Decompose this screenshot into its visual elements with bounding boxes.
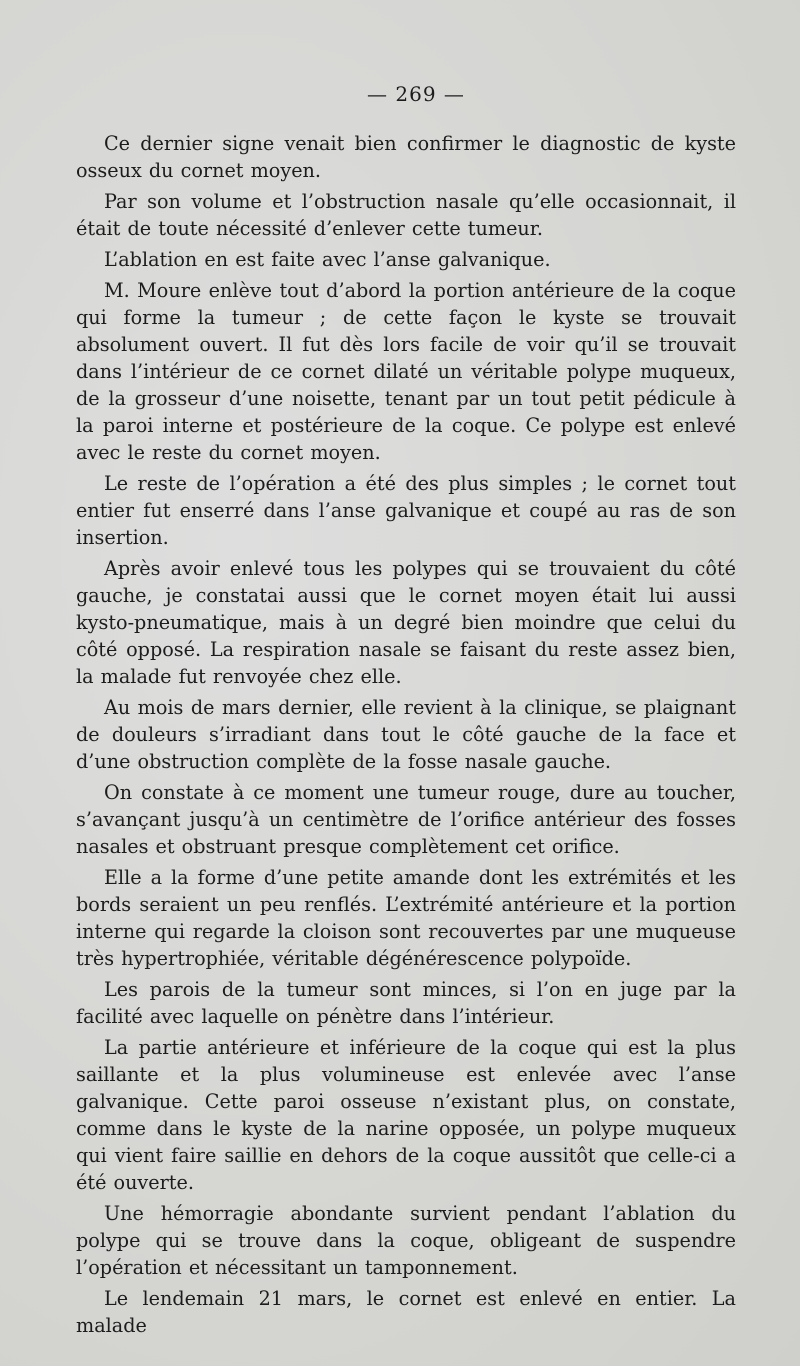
paragraph-13: Le lendemain 21 mars, le cornet est enlevé en entier. La malade xyxy=(76,1287,736,1337)
paragraph-6: Après avoir enlevé tous les polypes qui se trouvaient du côté gauche, je constatai aussi que le cornet moyen était lui aussi kysto-pneumatique, mais à un degré bien moindre que celui du côté opposé. La respiration nasale se faisant du reste assez bien, la malade fut renvoyée chez elle. xyxy=(76,557,736,688)
paragraph-12: Une hémorragie abondante survient pendant l’ablation du polype qui se trouve dans la coque, obligeant de suspendre l’opération et nécessitant un tamponnement. xyxy=(76,1202,736,1279)
paragraph-1: Ce dernier signe venait bien confirmer le diagnostic de kyste osseux du cornet moyen. xyxy=(76,132,736,182)
paragraph-2: Par son volume et l’obstruction nasale qu’elle occasionnait, il était de toute nécessité d’enlever cette tumeur. xyxy=(76,190,736,240)
paragraph-4: M. Moure enlève tout d’abord la portion antérieure de la coque qui forme la tumeur ; de cette façon le kyste se trouvait absolument ouvert. Il fut dès lors facile de voir qu’il se trouvait dans l’intérieur de ce cornet dilaté un véritable polype muqueux, de la grosseur d’une noisette, tenant par un tout petit pédicule à la paroi interne et postérieure de la coque. Ce polype est enlevé avec le reste du cornet moyen. xyxy=(76,279,736,464)
page-number: — 269 — xyxy=(367,82,465,106)
paragraph-7: Au mois de mars dernier, elle revient à la clinique, se plaignant de douleurs s’irradiant dans tout le côté gauche de la face et d’une obstruction complète de la fosse nasale gauche. xyxy=(76,696,736,773)
paragraph-5: Le reste de l’opération a été des plus simples ; le cornet tout entier fut enserré dans l’anse galvanique et coupé au ras de son insertion. xyxy=(76,472,736,549)
paragraph-10: Les parois de la tumeur sont minces, si l’on en juge par la facilité avec laquelle on pénètre dans l’intérieur. xyxy=(76,978,736,1028)
paragraph-11: La partie antérieure et inférieure de la coque qui est la plus saillante et la plus volumineuse est enlevée avec l’anse galvanique. Cette paroi osseuse n’existant plus, on constate, comme dans le kyste de la narine opposée, un polype muqueux qui vient faire saillie en dehors de la coque aussitôt que celle-ci a été ouverte. xyxy=(76,1036,736,1194)
paragraph-9: Elle a la forme d’une petite amande dont les extrémités et les bords seraient un peu renflés. L’extrémité antérieure et la portion interne qui regarde la cloison sont recouvertes par une muqueuse très hypertrophiée, véritable dégénérescence polypoïde. xyxy=(76,866,736,970)
paragraph-8: On constate à ce moment une tumeur rouge, dure au toucher, s’avançant jusqu’à un centimètre de l’orifice antérieur des fosses nasales et obstruant presque complètement cet orifice. xyxy=(76,781,736,858)
paragraph-3: L’ablation en est faite avec l’anse galvanique. xyxy=(104,248,551,271)
document-page xyxy=(76,82,736,1343)
